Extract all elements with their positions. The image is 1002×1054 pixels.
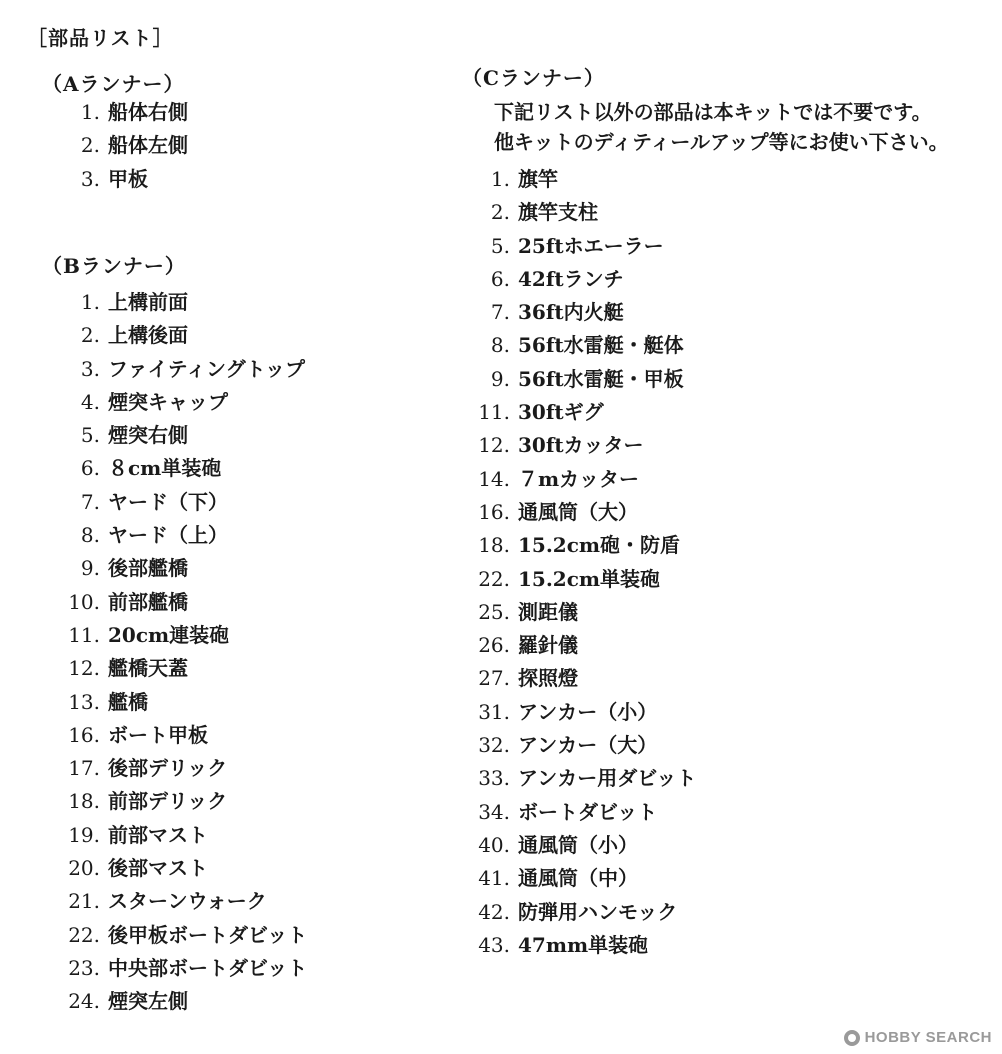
part-number: 12. (68, 656, 100, 681)
part-number: 6. (490, 266, 510, 291)
part-label: 旗竿支柱 (518, 200, 598, 225)
part-label: 煙突キャップ (108, 389, 228, 414)
part-label: 艦橋 (108, 689, 148, 714)
part-number: 34. (478, 799, 510, 824)
part-item (430, 296, 696, 329)
part-item (0, 885, 307, 918)
part-item (430, 496, 696, 529)
part-label: 後甲板ボートダビット (108, 922, 308, 947)
part-number: 18. (478, 533, 510, 558)
part-item (0, 286, 307, 319)
part-item (0, 652, 307, 685)
part-label: ボートダビット (518, 799, 658, 824)
part-label: ヤード（下） (108, 489, 228, 514)
part-item (430, 729, 696, 762)
part-number: 10. (68, 589, 100, 614)
part-label: 後部マスト (108, 856, 208, 881)
part-number: 3. (80, 166, 100, 191)
runner-b-heading: （Bランナー） (42, 254, 186, 278)
part-item (430, 463, 696, 496)
part-label: ファイティングトップ (108, 356, 305, 381)
part-number: 25. (478, 599, 510, 624)
part-item (0, 552, 307, 585)
part-number: 33. (478, 766, 510, 791)
part-item (430, 696, 696, 729)
runner-c-heading: （Cランナー） (462, 66, 605, 90)
part-item (0, 819, 307, 852)
parts-list-title: ［部品リスト］ (27, 26, 174, 50)
part-label: アンカー（小） (518, 699, 658, 724)
part-number: 2. (80, 323, 100, 348)
part-number: 22. (478, 566, 510, 591)
part-number: 24. (68, 989, 100, 1014)
part-number: 23. (68, 955, 100, 980)
part-number: 40. (478, 832, 510, 857)
part-item (0, 96, 188, 129)
part-number: 27. (478, 666, 510, 691)
part-label: 艦橋天蓋 (108, 656, 188, 681)
part-number: 32. (478, 733, 510, 758)
part-item (430, 363, 696, 396)
part-label: ８cm単装砲 (108, 456, 222, 481)
part-label: 船体右側 (108, 100, 188, 124)
part-label: 上構後面 (108, 323, 188, 348)
part-label: 船体左側 (108, 133, 188, 158)
part-number: 9. (490, 366, 510, 391)
part-number: 6. (80, 456, 100, 481)
runner-c-note (494, 97, 949, 157)
part-label: 煙突左側 (108, 989, 188, 1014)
part-label: 47mm単装砲 (518, 932, 649, 957)
runner-c-list (430, 163, 696, 962)
part-item (0, 486, 307, 519)
part-label: 30ftカッター (518, 433, 644, 458)
part-label: 測距儀 (518, 599, 578, 624)
part-number: 16. (478, 499, 510, 524)
part-number: 18. (68, 789, 100, 814)
part-label: 25ftホエーラー (518, 233, 664, 258)
part-label: 通風筒（小） (518, 832, 638, 857)
part-label: 通風筒（大） (518, 499, 638, 524)
part-item (430, 896, 696, 929)
part-number: 26. (478, 633, 510, 658)
part-item (0, 919, 307, 952)
part-item (430, 163, 696, 196)
part-item (0, 785, 307, 818)
runner-c-note-line1: 下記リスト以外の部品は本キットでは不要です。 (494, 100, 932, 124)
part-item (0, 353, 307, 386)
part-label: 防弾用ハンモック (518, 899, 678, 924)
part-item (0, 319, 307, 352)
part-label: 56ft水雷艇・甲板 (518, 366, 684, 391)
part-number: 19. (68, 822, 100, 847)
part-number: 1. (80, 100, 100, 124)
part-item (430, 429, 696, 462)
part-number: 4. (80, 389, 100, 414)
part-number: 17. (68, 756, 100, 781)
part-item (0, 985, 307, 1018)
part-number: 7. (80, 489, 100, 514)
part-item (0, 386, 307, 419)
part-item (0, 452, 307, 485)
part-item (0, 163, 188, 196)
part-item (0, 129, 188, 162)
part-item (430, 230, 696, 263)
part-item (0, 752, 307, 785)
part-label: 前部マスト (108, 822, 208, 847)
part-item (430, 329, 696, 362)
runner-a-list (0, 96, 188, 196)
part-item (430, 829, 696, 862)
part-item (0, 419, 307, 452)
part-item (430, 529, 696, 562)
part-number: 11. (478, 400, 510, 425)
part-label: スターンウォーク (108, 889, 267, 914)
part-number: 3. (80, 356, 100, 381)
part-number: 5. (490, 233, 510, 258)
part-item (0, 586, 307, 619)
part-label: 探照燈 (518, 666, 578, 691)
part-label: アンカー用ダビット (518, 766, 697, 791)
part-label: 56ft水雷艇・艇体 (518, 333, 684, 358)
part-number: 16. (68, 722, 100, 747)
part-item (430, 596, 696, 629)
part-item (430, 929, 696, 962)
part-label: 甲板 (108, 166, 148, 191)
part-item (0, 619, 307, 652)
part-item (0, 519, 307, 552)
part-number: 22. (68, 922, 100, 947)
part-number: 11. (68, 622, 100, 647)
part-item (430, 796, 696, 829)
part-label: 中央部ボートダビット (108, 955, 308, 980)
part-item (430, 662, 696, 695)
part-label: 後部デリック (108, 756, 228, 781)
part-label: 30ftギグ (518, 400, 604, 425)
part-item (430, 862, 696, 895)
part-number: 9. (80, 556, 100, 581)
part-label: 前部艦橋 (108, 589, 188, 614)
watermark-text: HOBBY SEARCH (864, 1029, 992, 1046)
part-item (430, 196, 696, 229)
part-item (430, 396, 696, 429)
part-number: 7. (490, 300, 510, 325)
part-label: 15.2cm砲・防盾 (518, 533, 681, 558)
hobby-search-logo-icon (844, 1030, 860, 1046)
part-item (0, 852, 307, 885)
part-label: 旗竿 (518, 167, 558, 191)
part-item (430, 563, 696, 596)
part-label: 42ftランチ (518, 266, 624, 291)
part-item (430, 263, 696, 296)
part-label: 15.2cm単装砲 (518, 566, 661, 591)
part-label: ７mカッター (518, 466, 639, 491)
runner-a-heading: （Aランナー） (42, 72, 185, 96)
runner-b-list (0, 286, 307, 1019)
part-number: 41. (478, 866, 510, 891)
part-number: 42. (478, 899, 510, 924)
part-label: 前部デリック (108, 789, 228, 814)
part-item (430, 629, 696, 662)
part-label: ヤード（上） (108, 523, 228, 548)
part-number: 8. (80, 523, 100, 548)
part-label: 36ft内火艇 (518, 300, 624, 325)
part-label: アンカー（大） (518, 733, 658, 758)
part-label: 羅針儀 (518, 633, 578, 658)
part-number: 2. (490, 200, 510, 225)
part-label: 上構前面 (108, 290, 188, 314)
part-label: 煙突右側 (108, 423, 188, 448)
part-label: 後部艦橋 (108, 556, 188, 581)
part-item (0, 686, 307, 719)
runner-c-note-line2: 他キットのディティールアップ等にお使い下さい。 (494, 130, 949, 154)
part-number: 2. (80, 133, 100, 158)
part-number: 20. (68, 856, 100, 881)
part-label: ボート甲板 (108, 722, 208, 747)
part-item (0, 719, 307, 752)
part-number: 13. (68, 689, 100, 714)
part-number: 43. (478, 932, 510, 957)
part-item (0, 952, 307, 985)
part-label: 通風筒（中） (518, 866, 638, 891)
part-number: 21. (68, 889, 100, 914)
part-number: 8. (490, 333, 510, 358)
part-number: 31. (478, 699, 510, 724)
part-number: 12. (478, 433, 510, 458)
part-number: 5. (80, 423, 100, 448)
part-item (430, 762, 696, 795)
part-number: 1. (490, 167, 510, 191)
watermark (844, 1029, 992, 1046)
part-number: 14. (478, 466, 510, 491)
part-label: 20cm連装砲 (108, 622, 230, 647)
part-number: 1. (80, 290, 100, 314)
